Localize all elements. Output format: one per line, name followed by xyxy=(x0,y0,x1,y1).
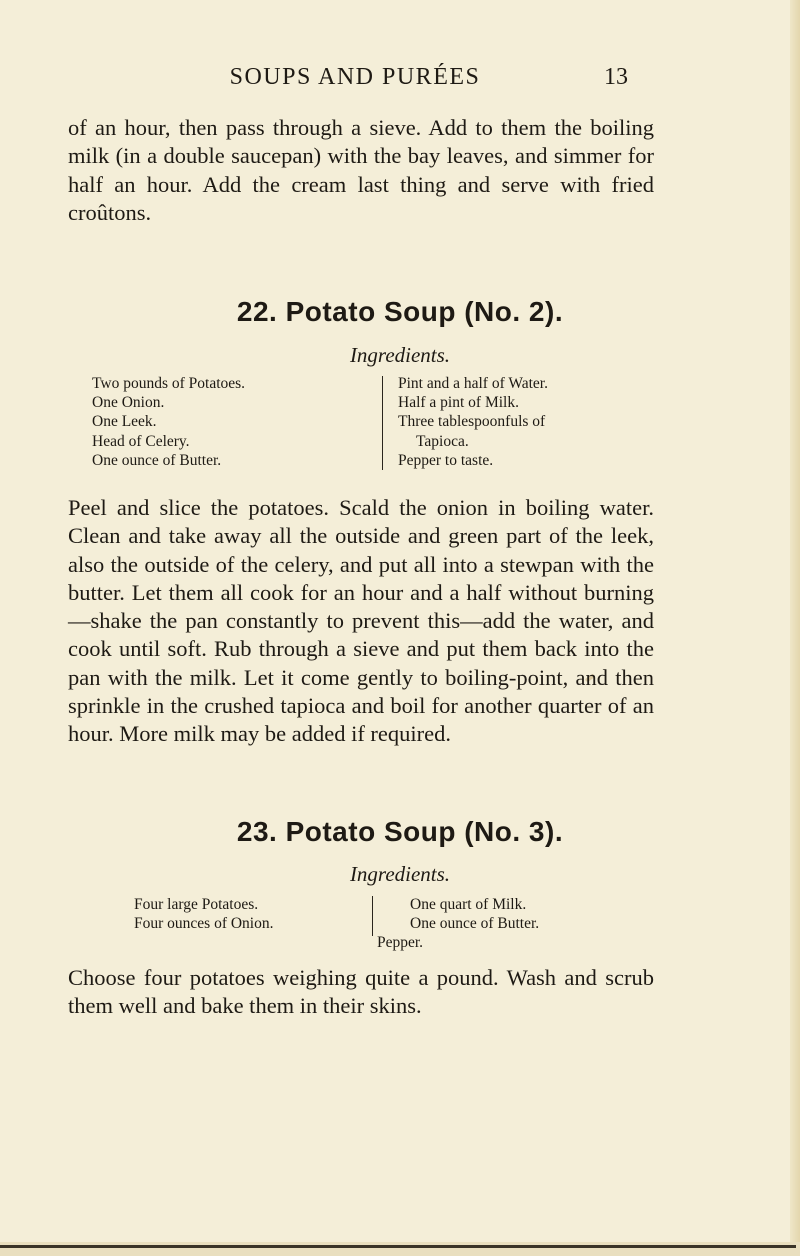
page-edge xyxy=(790,0,800,1256)
ingredient-item: One ounce of Butter. xyxy=(410,915,540,933)
recipe-22-heading: 22. Potato Soup (No. 2). xyxy=(236,296,564,327)
ingredient-item: Pepper to taste. xyxy=(398,451,494,469)
ingredient-item: One quart of Milk. xyxy=(410,896,527,913)
ingredient-item: One Leek. xyxy=(92,413,157,431)
recipe-23-ingredients-label: Ingredients. xyxy=(349,862,451,886)
ingredient-item: Four ounces of Onion. xyxy=(134,915,274,933)
recipe-23-ingredients-left xyxy=(134,895,274,933)
recipe-23-method: Choose four potatoes weighing quite a pound. Wash and scrub them well and bake them in their skins. xyxy=(68,965,654,1019)
ingredient-item: Four large Potatoes. xyxy=(134,896,259,913)
ingredient-item: Three tablespoonfuls of xyxy=(398,413,546,431)
ingredient-item: Half a pint of Milk. xyxy=(398,394,519,412)
ingredients-divider xyxy=(382,376,383,470)
ingredients-divider xyxy=(372,896,373,936)
recipe-22-ingredients-left xyxy=(92,374,245,470)
ingredient-item: Pint and a half of Water. xyxy=(398,375,548,392)
recipe-22-ingredients-label: Ingredients. xyxy=(349,343,451,367)
ingredient-item: Tapioca. xyxy=(416,432,469,450)
recipe-23-heading: 23. Potato Soup (No. 3). xyxy=(236,816,564,847)
ingredient-item: Head of Celery. xyxy=(92,432,190,450)
ingredient-item: One ounce of Butter. xyxy=(92,451,222,469)
recipe-23-pepper: Pepper. xyxy=(376,934,424,951)
recipe-22-ingredients-right xyxy=(398,374,548,470)
running-title: SOUPS AND PURÉES xyxy=(229,64,481,90)
page-number: 13 xyxy=(604,64,628,90)
intro-paragraph: of an hour, then pass through a sieve. Add to them the boiling milk (in a double saucepan) with the bay leaves, and simmer for half an hour. Add the cream last thing and serve with fried croûtons. xyxy=(68,115,654,225)
recipe-23-ingredients-right xyxy=(410,895,539,933)
running-head xyxy=(0,64,800,94)
ingredient-item: Two pounds of Potatoes. xyxy=(92,375,246,392)
ingredient-item: One Onion. xyxy=(92,394,165,412)
page-bottom-rule xyxy=(0,1245,796,1248)
recipe-22-method: Peel and slice the potatoes. Scald the onion in boiling water. Clean and take away all the outside and green part of the leek, also the outside of the celery, and put all into a stewpan with the butter. Let them all cook for an hour and a half without burning—shake the pan constantly to prevent this—add the water, and cook until soft. Rub through a sieve and put them back into the pan with the milk. Let it come gently to boiling-point, and then sprinkle in the crushed tapioca and boil for another quarter of an hour. More milk may be added if required. xyxy=(68,495,654,747)
